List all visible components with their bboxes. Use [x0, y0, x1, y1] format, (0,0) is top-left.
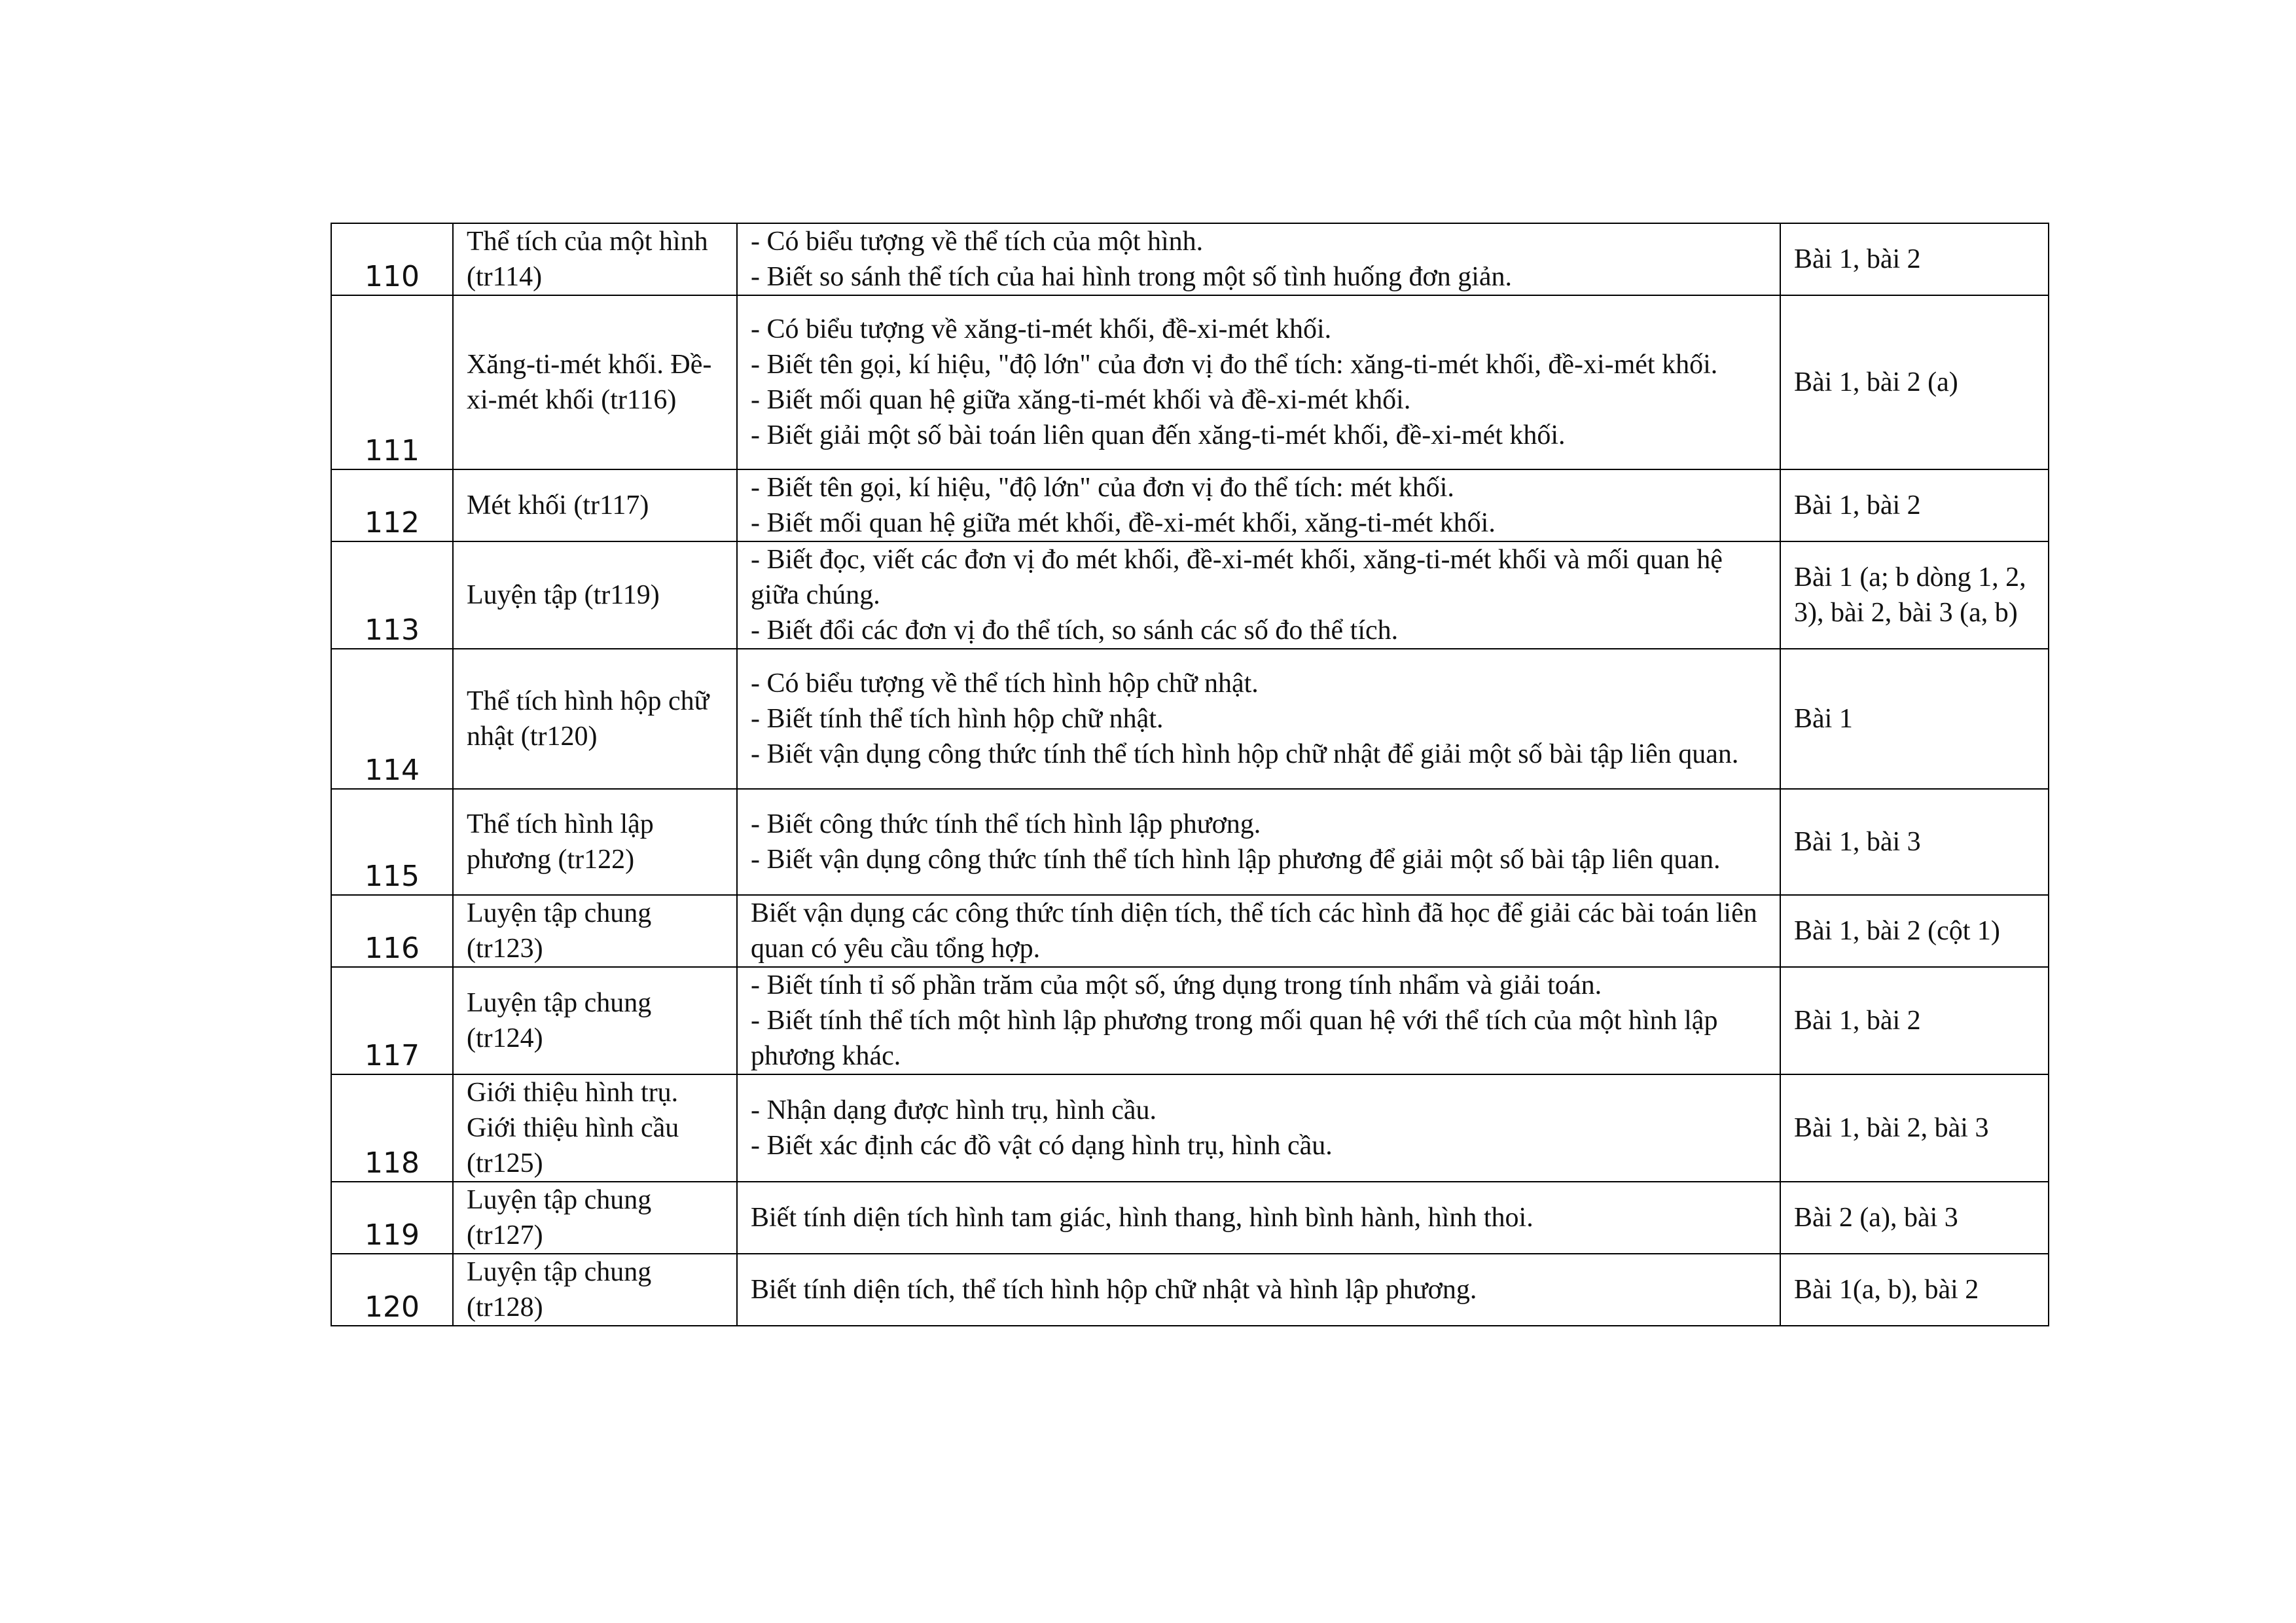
lesson-goals [737, 295, 1780, 469]
lesson-exercises: Bài 1, bài 2 [1780, 469, 2049, 541]
lesson-number: 117 [331, 967, 453, 1074]
table-row [331, 1074, 2049, 1182]
goal-line: - Biết mối quan hệ giữa xăng-ti-mét khối và đề-xi-mét khối. [751, 385, 1411, 415]
lesson-number: 116 [331, 895, 453, 967]
lesson-number: 112 [331, 469, 453, 541]
lesson-title: Giới thiệu hình trụ. Giới thiệu hình cầu (tr125) [453, 1074, 737, 1182]
table-row [331, 469, 2049, 541]
lesson-number: 113 [331, 541, 453, 649]
lesson-exercises: Bài 1(a, b), bài 2 [1780, 1254, 2049, 1326]
lesson-title: Luyện tập chung (tr124) [453, 967, 737, 1074]
lesson-goals [737, 895, 1780, 967]
document-page [331, 223, 2048, 1326]
lesson-exercises: Bài 1, bài 2 (cột 1) [1780, 895, 2049, 967]
lesson-number: 118 [331, 1074, 453, 1182]
lesson-exercises: Bài 1 [1780, 649, 2049, 789]
lesson-title: Luyện tập chung (tr128) [453, 1254, 737, 1326]
goal-line: - Biết vận dụng công thức tính thể tích hình hộp chữ nhật để giải một số bài tập liên quan. [751, 739, 1739, 769]
goal-line: - Biết đổi các đơn vị đo thể tích, so sánh các số đo thể tích. [751, 615, 1399, 646]
lesson-goals [737, 789, 1780, 895]
goal-line: - Biết đọc, viết các đơn vị đo mét khối, đề-xi-mét khối, xăng-ti-mét khối và mối quan hệ giữa chúng. [751, 545, 1723, 610]
lesson-exercises: Bài 2 (a), bài 3 [1780, 1182, 2049, 1254]
goal-line: - Biết mối quan hệ giữa mét khối, đề-xi-mét khối, xăng-ti-mét khối. [751, 508, 1496, 538]
goal-line: Biết tính diện tích hình tam giác, hình thang, hình bình hành, hình thoi. [751, 1203, 1534, 1233]
goal-line: - Biết tính thể tích hình hộp chữ nhật. [751, 704, 1164, 734]
lesson-number: 111 [331, 295, 453, 469]
goal-line: - Biết công thức tính thể tích hình lập phương. [751, 809, 1261, 839]
table-row [331, 1182, 2049, 1254]
lesson-title: Luyện tập chung (tr127) [453, 1182, 737, 1254]
goal-line: - Biết tên gọi, kí hiệu, "độ lớn" của đơn vị đo thể tích: mét khối. [751, 473, 1454, 503]
lesson-title: Thể tích hình hộp chữ nhật (tr120) [453, 649, 737, 789]
goal-line: Biết vận dụng các công thức tính diện tích, thể tích các hình đã học để giải các bài toán liên quan có yêu cầu tổng hợp. [751, 898, 1757, 964]
lesson-exercises: Bài 1, bài 2, bài 3 [1780, 1074, 2049, 1182]
lesson-title: Thể tích hình lập phương (tr122) [453, 789, 737, 895]
table-row [331, 295, 2049, 469]
lesson-exercises: Bài 1, bài 2 [1780, 223, 2049, 295]
lesson-title: Luyện tập (tr119) [453, 541, 737, 649]
lesson-goals [737, 1254, 1780, 1326]
goal-line: - Biết tính tỉ số phần trăm của một số, ứng dụng trong tính nhẩm và giải toán. [751, 970, 1602, 1000]
lesson-number: 114 [331, 649, 453, 789]
table-row [331, 967, 2049, 1074]
table-row [331, 649, 2049, 789]
goal-line: - Nhận dạng được hình trụ, hình cầu. [751, 1095, 1157, 1125]
lesson-number: 120 [331, 1254, 453, 1326]
lesson-goals [737, 649, 1780, 789]
lesson-title: Thể tích của một hình (tr114) [453, 223, 737, 295]
goal-line: - Có biểu tượng về thể tích hình hộp chữ nhật. [751, 668, 1259, 699]
table-row [331, 789, 2049, 895]
lesson-title: Luyện tập chung (tr123) [453, 895, 737, 967]
goal-line: - Biết vận dụng công thức tính thể tích hình lập phương để giải một số bài tập liên quan. [751, 845, 1721, 875]
table-row [331, 895, 2049, 967]
lesson-goals [737, 967, 1780, 1074]
lesson-exercises: Bài 1, bài 2 (a) [1780, 295, 2049, 469]
goal-line: Biết tính diện tích, thể tích hình hộp chữ nhật và hình lập phương. [751, 1275, 1477, 1305]
goal-line: - Có biểu tượng về thể tích của một hình. [751, 227, 1204, 257]
lesson-plan-table [331, 223, 2049, 1326]
goal-line: - Biết giải một số bài toán liên quan đến xăng-ti-mét khối, đề-xi-mét khối. [751, 420, 1566, 450]
lesson-goals [737, 1074, 1780, 1182]
lesson-number: 110 [331, 223, 453, 295]
table-row [331, 1254, 2049, 1326]
lesson-title: Xăng-ti-mét khối. Đề-xi-mét khối (tr116) [453, 295, 737, 469]
goal-line: - Biết xác định các đồ vật có dạng hình trụ, hình cầu. [751, 1131, 1333, 1161]
table-row [331, 541, 2049, 649]
lesson-number: 119 [331, 1182, 453, 1254]
table-row [331, 223, 2049, 295]
goal-line: - Biết so sánh thể tích của hai hình trong một số tình huống đơn giản. [751, 262, 1513, 292]
lesson-goals [737, 1182, 1780, 1254]
lesson-goals [737, 223, 1780, 295]
lesson-exercises: Bài 1 (a; b dòng 1, 2, 3), bài 2, bài 3 (a, b) [1780, 541, 2049, 649]
lesson-exercises: Bài 1, bài 3 [1780, 789, 2049, 895]
goal-line: - Biết tính thể tích một hình lập phương trong mối quan hệ với thể tích của một hình lập phương khác. [751, 1006, 1718, 1071]
lesson-goals [737, 469, 1780, 541]
lesson-goals [737, 541, 1780, 649]
lesson-exercises: Bài 1, bài 2 [1780, 967, 2049, 1074]
goal-line: - Biết tên gọi, kí hiệu, "độ lớn" của đơn vị đo thể tích: xăng-ti-mét khối, đề-xi-mét khối. [751, 350, 1718, 380]
lesson-number: 115 [331, 789, 453, 895]
lesson-title: Mét khối (tr117) [453, 469, 737, 541]
goal-line: - Có biểu tượng về xăng-ti-mét khối, đề-xi-mét khối. [751, 314, 1332, 344]
